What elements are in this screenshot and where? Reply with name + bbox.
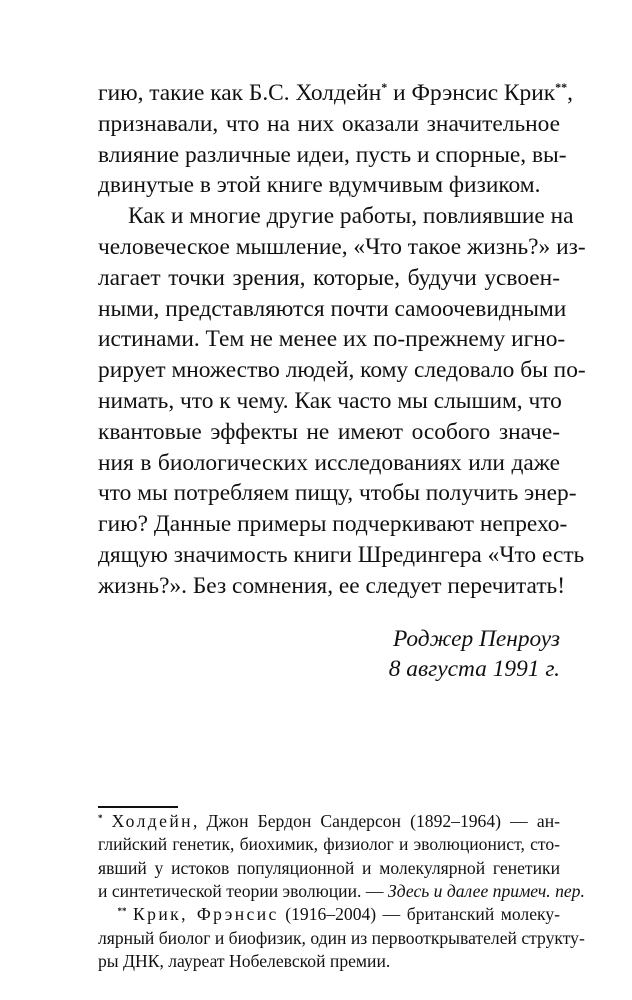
footnote-line: ры ДНК, лауреат Нобелевской премии. [98,950,391,971]
text-line: двинутые в этой книге вдумчивым физиком. [98,172,541,199]
footnote-line [98,880,585,903]
text-fragment: (1916–2004) — британский молеку- [278,904,560,925]
paragraph-main [98,201,586,601]
footnote-1 [98,810,585,903]
text-fragment: , [567,80,573,106]
text-line: квантовые эффекты не имеют особого значе- [98,418,560,445]
footnote-mark-2: ** [555,80,568,94]
text-line: влияние различные идеи, пусть и спорные, вы- [98,141,567,168]
text-line: ния в биологических исследованиях или даже [98,449,560,476]
text-line: что мы потребляем пищу, чтобы получить энер- [98,480,577,507]
footnote-line: лярный биолог и биофизик, один из первооткрывателей структу- [98,927,585,948]
text-fragment: и синтетической теории эволюции. — [98,881,388,902]
spacer [98,602,560,624]
footnote-line: глийский генетик, биохимик, физиолог и эволюционист, сто- [98,834,560,855]
text-line: ными, представляются почти самоочевидными [98,295,567,322]
text-line: лагает точки зрения, которые, будучи усвоен- [98,264,560,291]
text-fragment: и Фрэнсис Крик [387,80,556,106]
footnote-marker: * [98,813,103,824]
text-line: дящую значимость книги Шредингера «Что есть [98,541,585,568]
text-line: Как и многие другие работы, повлиявшие на [128,203,574,230]
text-line: гию? Данные примеры подчеркивают непрехо- [98,511,568,538]
footnote-separator [98,806,178,808]
text-line [98,78,573,109]
footnote-2 [98,903,585,973]
text-fragment: , Джон Бердон Сандерсон (1892–1964) — ан- [193,811,560,832]
book-page [98,78,586,973]
signature-author: Роджер Пенроуз [392,625,560,652]
paragraph-continued [98,78,573,201]
text-line: истинами. Тем не менее их по-прежнему игно- [98,326,566,353]
text-line: рирует множество людей, кому следовало бы по- [98,357,586,384]
text-line: нимать, что к чему. Как часто мы слышим, что [98,387,562,414]
footnote-name: Холдейн [111,811,193,832]
signature-date: 8 августа 1991 г. [388,656,560,683]
translator-note: Здесь и далее примеч. пер. [387,881,585,902]
footnote-line [98,810,560,833]
footnote-mark-1: * [381,80,388,94]
text-line: жизнь?». Без сомнения, ее следует перечитать! [98,572,566,599]
text-line: признавали, что на них оказали значительное [98,110,560,137]
footnote-name: Крик, Фрэнсис [133,904,279,925]
footnote-line: явший у истоков популяционной и молекулярной генетики [98,857,560,878]
text-fragment: гию, такие как Б.С. Холдейн [98,80,382,106]
text-line: человеческое мышление, «Что такое жизнь?» из- [98,233,586,260]
footnote-marker: ** [117,906,127,917]
footnote-line [98,903,560,926]
